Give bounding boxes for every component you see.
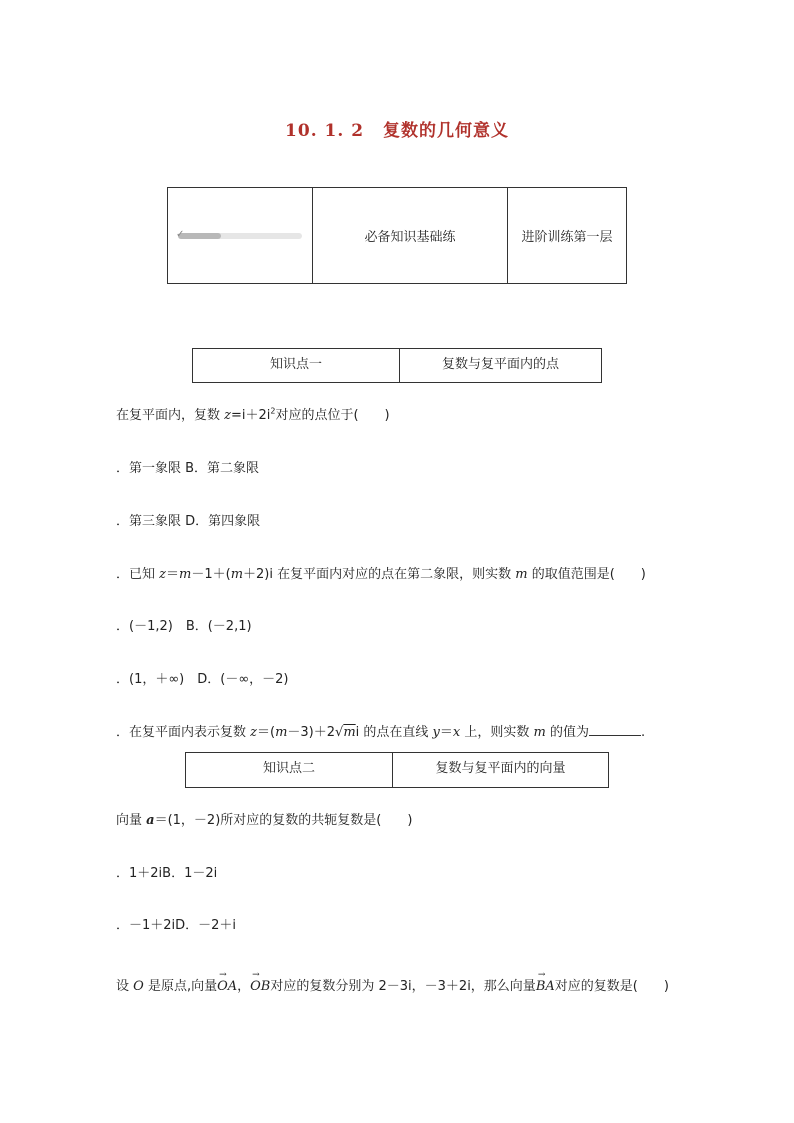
q5-text-4: 对应的复数分别为 2－3i，－3＋2i，那么向量 bbox=[270, 979, 536, 994]
answer-blank[interactable] bbox=[589, 723, 641, 736]
q2-var-z: z bbox=[159, 567, 166, 582]
progress-bar bbox=[176, 228, 302, 240]
header-practice-label: 必备知识基础练 bbox=[313, 188, 508, 284]
q2-var-m2: m bbox=[230, 567, 244, 582]
q3-text-7: 的值为 bbox=[545, 725, 589, 740]
progress-bar-fill bbox=[178, 233, 221, 239]
q2-text-2: ＝ bbox=[166, 567, 180, 582]
q1-options-ab: ．第一象限 B．第二象限 bbox=[116, 461, 260, 476]
q3-text-4: i 的点在直线 bbox=[355, 725, 433, 740]
q3-text-5: ＝ bbox=[439, 725, 453, 740]
section-number: 10. 1. 2 bbox=[285, 121, 365, 141]
q3-var-y: y bbox=[432, 725, 440, 740]
q4-options-ab: ．1＋2iB．1－2i bbox=[116, 866, 218, 881]
q2-options-ab: ．(－1,2) B．(－2,1) bbox=[116, 619, 252, 634]
q2-text-3: －1＋( bbox=[191, 567, 231, 582]
q1-stem bbox=[116, 404, 390, 423]
q3-var-m2: m bbox=[343, 725, 356, 740]
q2-text-4: ＋2)i 在复平面内对应的点在第二象限，则实数 bbox=[243, 567, 516, 582]
q3-text-2: ＝( bbox=[257, 725, 276, 740]
vector-OA: → OA bbox=[217, 979, 237, 994]
q1-var-z: z bbox=[224, 408, 231, 423]
q4-vector-a: a bbox=[146, 813, 155, 828]
vector-OB: → OB bbox=[250, 979, 270, 994]
q2-text-1: ．已知 bbox=[116, 567, 160, 582]
topic1-table bbox=[192, 348, 602, 383]
q2-stem bbox=[116, 563, 646, 582]
q3-var-m1: m bbox=[275, 725, 288, 740]
q5-stem bbox=[116, 975, 669, 994]
q2-var-m1: m bbox=[179, 567, 192, 582]
q2-var-m3: m bbox=[515, 567, 528, 582]
q2-options-cd: ．(1，＋∞) D．(－∞，－2) bbox=[116, 672, 289, 687]
topic1-label: 知识点一 bbox=[193, 349, 400, 383]
q3-text-3: －3)＋2 bbox=[287, 725, 336, 740]
q3-var-x: x bbox=[452, 725, 461, 740]
q5-text-5: 对应的复数是( ) bbox=[554, 979, 669, 994]
q5-text-1: 设 bbox=[116, 979, 134, 994]
q3-var-z: z bbox=[250, 725, 257, 740]
topic2-table bbox=[185, 752, 609, 788]
q1-text-a: 在复平面内，复数 bbox=[116, 408, 225, 423]
q5-var-O: O bbox=[133, 979, 144, 994]
q2-text-5: 的取值范围是( ) bbox=[527, 567, 646, 582]
header-level-label: 进阶训练第一层 bbox=[508, 188, 627, 284]
q1-options-cd: ．第三象限 D．第四象限 bbox=[116, 514, 261, 529]
progress-cell bbox=[168, 188, 313, 284]
q3-text-1: ．在复平面内表示复数 bbox=[116, 725, 251, 740]
header-table bbox=[167, 187, 627, 284]
q4-text-2: ＝(1，－2)所对应的复数的共轭复数是( ) bbox=[154, 813, 413, 828]
topic2-label: 知识点二 bbox=[186, 753, 393, 788]
page-title bbox=[0, 116, 794, 141]
vector-BA: → BA bbox=[536, 979, 555, 994]
q3-text-6: 上，则实数 bbox=[460, 725, 534, 740]
topic2-name: 复数与复平面内的向量 bbox=[393, 753, 609, 788]
check-icon: ✓ bbox=[176, 228, 185, 240]
section-title: 复数的几何意义 bbox=[382, 121, 509, 141]
q3-stem bbox=[116, 721, 645, 740]
q5-text-3: ， bbox=[237, 979, 251, 994]
q1-exp: 2 bbox=[270, 406, 276, 416]
q4-options-cd: ．－1＋2iD．－2＋i bbox=[116, 918, 237, 933]
q1-text-b: =i＋2i bbox=[231, 408, 271, 423]
topic1-name: 复数与复平面内的点 bbox=[400, 349, 602, 383]
q4-text-1: 向量 bbox=[116, 813, 147, 828]
q3-end: . bbox=[641, 725, 646, 740]
sqrt-symbol: √ bbox=[335, 725, 344, 740]
q4-stem bbox=[116, 809, 412, 828]
q5-text-2: 是原点,向量 bbox=[143, 979, 218, 994]
q3-var-m3: m bbox=[533, 725, 546, 740]
q1-text-c: 对应的点位于( ) bbox=[275, 408, 390, 423]
